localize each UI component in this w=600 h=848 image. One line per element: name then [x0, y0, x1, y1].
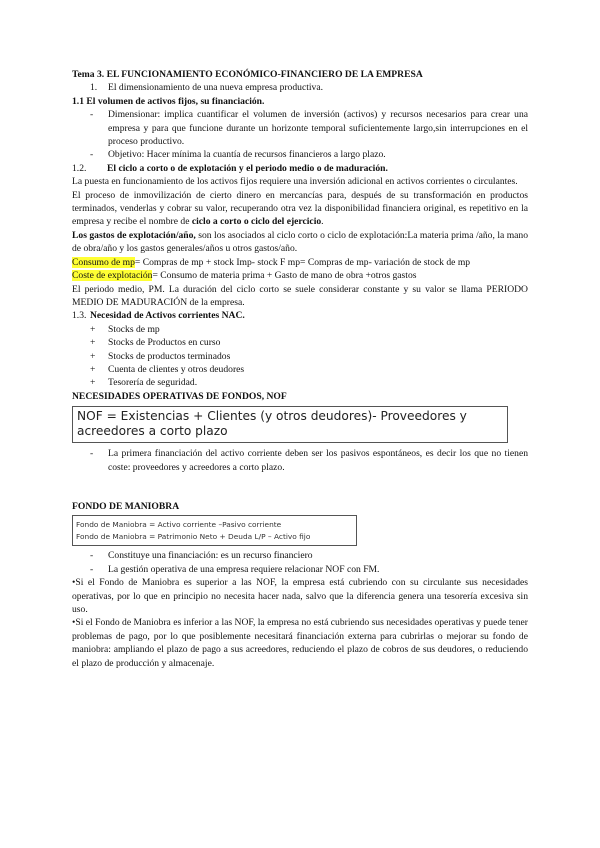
section-1-2-heading — [72, 162, 528, 175]
dash-marker: - — [90, 563, 94, 575]
nac-item-text: Cuenta de clientes y otros deudores — [108, 363, 245, 375]
highlight-consumo-mp: Consumo de mp — [72, 256, 135, 268]
nac-item-4 — [72, 376, 528, 389]
consumo-formula: = Compras de mp + stock Imp- stock F mp= Compras de mp- variación de stock de mp — [134, 256, 471, 268]
nac-item-0 — [72, 323, 528, 336]
fm-title: FONDO DE MANIOBRA — [72, 500, 180, 512]
paragraph-3 — [72, 229, 528, 256]
paragraph-1: La puesta en funcionamiento de los activos fijos requiere una inversión adicional en activos corrientes o circulantes. — [72, 176, 518, 188]
plus-marker: + — [90, 363, 96, 375]
plus-marker: + — [90, 350, 96, 362]
item-1 — [72, 81, 528, 94]
paragraph-coste — [72, 269, 528, 282]
plus-marker: + — [90, 323, 96, 335]
p2-bold-term: ciclo a corto o ciclo del ejercicio — [191, 216, 322, 228]
section-1-1-title: 1.1 El volumen de activos fijos, su financiación. — [72, 95, 265, 107]
paragraph-2 — [72, 189, 528, 229]
nac-item-2 — [72, 350, 528, 363]
p2-text: El proceso de inmovilización de cierto dinero en mercancías para, después de su transformación en productos terminados, venderlas y cobrar su valor, recuperando otra vez la disponibilidad financiera original, es repetitivo en la empresa y recibe el nombre de — [72, 189, 528, 228]
nac-item-text: Stocks de productos terminados — [108, 350, 231, 362]
section-1-2-number: 1.2. — [72, 162, 87, 174]
fm-bullet-text: La gestión operativa de una empresa requiere relacionar NOF con FM. — [108, 563, 380, 575]
dash-marker: - — [90, 109, 94, 121]
nof-bullet-text: La primera financiación del activo corriente deben ser los pasivos espontáneos, es decir los que no tienen coste: proveedores y acreedores a corto plazo. — [108, 448, 528, 473]
plus-marker: + — [90, 337, 96, 349]
fm-formula-2: Fondo de Maniobra = Patrimonio Neto + Deuda L/P – Activo fijo — [76, 532, 311, 542]
p3-bold-term: Los gastos de explotación/año, — [72, 229, 196, 241]
nac-item-3 — [72, 363, 528, 376]
nac-item-text: Stocks de mp — [108, 323, 160, 335]
paragraph-periodo-medio: El periodo medio, PM. La duración del ciclo corto se suele considerar constante y su valor se llama PERIODO MEDIO DE MADURACIÓN de la empresa. — [72, 283, 528, 308]
section-1-3-heading — [72, 309, 528, 322]
dash-marker: - — [90, 149, 94, 161]
s11-bullet-0 — [72, 108, 528, 148]
nac-item-text: Stocks de Productos en curso — [108, 337, 221, 349]
plus-marker: + — [90, 377, 96, 389]
nof-title: NECESIDADES OPERATIVAS DE FONDOS, NOF — [72, 390, 287, 402]
paragraph-consumo — [72, 256, 528, 269]
s11-bullet-1 — [72, 148, 528, 161]
fm-formula-box — [72, 515, 357, 546]
title-number: Tema 3. — [72, 69, 105, 80]
dash-marker: - — [90, 448, 94, 460]
item-1-text: El dimensionamiento de una nueva empresa productiva. — [108, 82, 323, 94]
spacer — [72, 474, 528, 500]
section-1-3-number: 1.3. — [72, 310, 87, 322]
coste-formula: = Consumo de materia prima + Gasto de mano de obra +otros gastos — [152, 270, 417, 282]
fm-paragraph-2: •Si el Fondo de Maniobra es inferior a las NOF, la empresa no está cubriendo sus necesidades operativas y puede tener problemas de pago, por lo que posiblemente necesitará financiación externa para cubrirlas o mejorar su fondo de maniobra: ampliando el plazo de pago a sus acreedores, reduciendo el plazo de cobros de sus deudores, o reduciendo el plazo de producción y almacenaje. — [72, 617, 528, 669]
nac-item-1 — [72, 336, 528, 349]
document-page — [72, 68, 528, 670]
p2-end: . — [321, 216, 324, 228]
fm-bullet-1 — [72, 563, 528, 576]
nof-bullet — [72, 447, 528, 474]
highlight-coste-explotacion: Coste de explotación — [72, 270, 153, 282]
nac-item-text: Tesorería de seguridad. — [108, 377, 198, 389]
dash-marker: - — [90, 550, 94, 562]
doc-title — [72, 68, 528, 81]
section-1-2-title: El ciclo a corto o de explotación y el periodo medio o de maduración. — [107, 162, 388, 174]
section-1-3-title: Necesidad de Activos corrientes NAC. — [90, 310, 245, 322]
fm-bullet-0 — [72, 549, 528, 562]
s11-bullet-text: Objetivo: Hacer mínima la cuantía de recursos financieros a largo plazo. — [108, 149, 386, 161]
nof-formula-box: NOF = Existencias + Clientes (y otros deudores)- Proveedores y acreedores a corto plazo — [72, 406, 508, 443]
p3-text: son los asociados al ciclo corto o ciclo de explotación:La materia prima /año, la mano de obra/año y los gastos generales/años u otros gastos/año. — [72, 229, 529, 255]
fm-formula-1: Fondo de Maniobra = Activo corriente –Pasivo corriente — [76, 520, 282, 530]
item-1-number: 1. — [90, 82, 98, 94]
s11-bullet-text: Dimensionar: implica cuantificar el volumen de inversión (activos) y recursos necesarios para crear una empresa y para que funcione durante un horizonte temporal suficientemente largo,sin interrupciones en el proceso productivo. — [108, 109, 528, 148]
title-text: EL FUNCIONAMIENTO ECONÓMICO-FINANCIERO DE LA EMPRESA — [106, 69, 423, 80]
fm-paragraph-1: •Si el Fondo de Maniobra es superior a las NOF, la empresa está cubriendo con su circulante sus necesidades operativas, por lo que en principio no necesita hacer nada, salvo que la diferencia genera una tesorería excesiva sin uso. — [72, 577, 528, 615]
fm-bullet-text: Constituye una financiación: es un recurso financiero — [108, 550, 313, 562]
